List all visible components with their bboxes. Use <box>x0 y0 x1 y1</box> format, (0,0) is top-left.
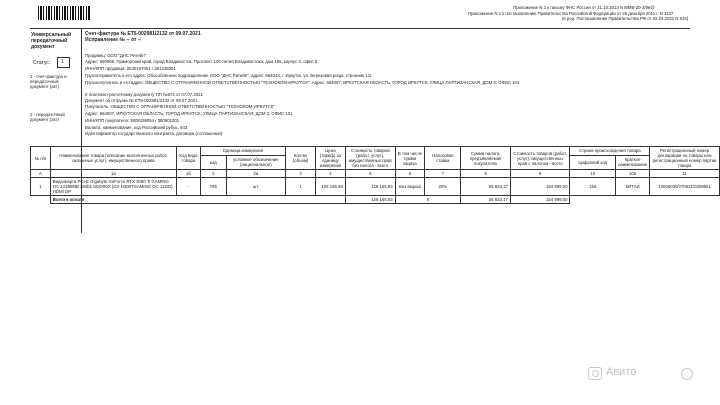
shipper: Грузоотправитель и его адрес: Обособленное подразделение ООО "ДНС Ритейл", адрес: 664043, г. Иркутск, ул. Березовая роща, строение 1/2 <box>85 73 372 78</box>
status-value: 1 <box>61 59 64 65</box>
row-customs: 10005030/270621/0309661 <box>650 178 720 196</box>
col-num: 10а <box>616 170 650 178</box>
currency: Валюта: наименование, код Российский рубль, 643 <box>85 125 188 130</box>
th-customs: Регистрационный номер декларации на товары или регистрационный номер партии товара <box>650 147 720 170</box>
status-label: Статус: <box>33 60 51 66</box>
row-tax-rate: 20% <box>425 178 461 196</box>
camera-icon <box>588 367 602 380</box>
contract-id: Идентификатор государственного контракта, договора (соглашения): <box>85 131 224 136</box>
header-note-1: Приложение N 1 к письму ФНС России от 21.10.2013 N ММВ-20-3/96@ <box>513 5 655 10</box>
th-name: Наименование товара (описание выполненных работ, оказанных услуг), имущественного права <box>50 147 176 170</box>
top-rule <box>30 28 690 29</box>
col-num: 4 <box>315 170 345 178</box>
header-note-2: Приложение N 1 к постановлению Правительства Российской Федерации от 26 декабря 2011 г. N 1137 <box>468 11 674 16</box>
col-num: А <box>31 170 51 178</box>
invoice-title: Счет-фактура № ЕТ5-002981/2132 от 09.07.2021 <box>85 31 201 37</box>
row-unit-name: шт. <box>226 178 286 196</box>
col-num: 3 <box>286 170 316 178</box>
row-price: 129 165,83 <box>315 178 345 196</box>
status-note-2: 2 - передаточный документ (акт) <box>30 112 65 122</box>
th-num: № п/п <box>31 147 51 170</box>
th-qty: Кол-во (объем) <box>286 147 316 170</box>
circle-icon <box>681 368 693 380</box>
correction-line: Исправление № -- от -- <box>85 37 142 43</box>
col-num: 8 <box>461 170 511 178</box>
th-price: Цена (тариф) за единицу измерения <box>315 147 345 170</box>
col-num: 10 <box>570 170 616 178</box>
buyer-address: Адрес: 664007, ИРКУТСКАЯ ОБЛАСТЬ, ГОРОД ИРКУТСК, УЛИЦА ПАРТИЗАНСКАЯ, ДОМ 3, ОФИС 101 <box>85 111 293 116</box>
row-qty: 1 <box>286 178 316 196</box>
th-unit-code: код <box>200 155 226 169</box>
seller-address: Адрес: 690068, Приморский край, город Владивосток, Проспект 100-летия Владивостока, дом 155, корпус 3, офис 5 <box>85 59 318 64</box>
row-cost-no-tax: 129 165,83 <box>345 178 395 196</box>
status-box <box>57 57 70 68</box>
shipment-doc: Документ об отгрузке № ЕТ5-002981/2132 от 09.07.2021 <box>85 98 198 103</box>
status-note-1: 1 - счет-фактура и передаточный документ (акт) <box>30 74 67 89</box>
row-unit-code: 796 <box>200 178 226 196</box>
col-num: 5 <box>345 170 395 178</box>
th-tax-rate: Налоговая ставка <box>425 147 461 170</box>
th-country-group: Страна происхождения товара <box>570 147 650 156</box>
col-num: 2а <box>226 170 286 178</box>
seller-inn: ИНН/КПП продавца: 2540167061 / 381245001 <box>85 66 176 71</box>
total-tax-sum: 25 833,17 <box>461 196 511 204</box>
col-num: 11 <box>650 170 720 178</box>
row-name: Видеокарта PCI-E Gigabyte GeForce RTX 3080 Ti GAMING OC 12288MB 384bit GDDR6X [GV-N308TGAMING OC-12GD] HDMI DP <box>50 178 176 196</box>
row-country-code: 156 <box>570 178 616 196</box>
col-num: 7 <box>425 170 461 178</box>
th-cost-with-tax: Стоимость товаров (работ, услуг), имущественных прав с налогом - всего <box>510 147 570 170</box>
total-row <box>31 196 720 204</box>
header-note-3: (в ред. Постановления Правительства РФ от 02.04.2021 N 534) <box>562 16 689 21</box>
buyer-inn: ИНН/КПП покупателя: 3808199054 / 380801001 <box>85 118 180 123</box>
row-num: 1 <box>31 178 51 196</box>
header-row-1 <box>31 147 720 156</box>
total-cost-with-tax: 154 999,00 <box>510 196 570 204</box>
row-cost-with-tax: 154 999,00 <box>510 178 570 196</box>
col-num: 1б <box>177 170 201 178</box>
th-type-code: Код вида товара <box>177 147 201 170</box>
col-num: 1а <box>50 170 176 178</box>
total-label: Всего к оплате <box>50 196 345 204</box>
th-unit-name: условное обозначение (национальное) <box>226 155 286 169</box>
watermark-text: Авито <box>606 366 637 378</box>
th-cost-no-tax: Стоимость товаров (работ, услуг), имущественных прав без налога - всего <box>345 147 395 170</box>
row-type-code: - <box>177 178 201 196</box>
col-num: 2 <box>200 170 226 178</box>
th-tax-sum: Сумма налога, предъявляемая покупателю <box>461 147 511 170</box>
total-cost-no-tax: 129 165,83 <box>345 196 395 204</box>
seller: Продавец: ООО "ДНС Ритейл" <box>85 53 147 58</box>
th-unit-group: Единица измерения <box>200 147 285 156</box>
doc-type-label: Универсальный передаточный документ <box>31 32 72 50</box>
column-number-row <box>31 170 720 178</box>
th-excise: В том числе сумма акциза <box>395 147 425 170</box>
col-num: 6 <box>395 170 425 178</box>
row-tax-sum: 25 833,17 <box>461 178 511 196</box>
row-country-name: КИТАЙ <box>616 178 650 196</box>
payment-doc: К платежно-расчетному документу ПП №872 от 07.07.2021 <box>85 92 203 97</box>
goods-table <box>30 146 720 204</box>
col-num: 9 <box>510 170 570 178</box>
consignee: Грузополучатель и его адрес: ОБЩЕСТВО С ОГРАНИЧЕННОЙ ОТВЕТСТВЕННОСТЬЮ "ТЕХНОКОМ-ИРКУТСК", Адрес: 664007, ИРКУТСКАЯ ОБЛАСТЬ, ГОРОД ИРКУТСК, УЛИЦА ПАРТИЗАНСКАЯ, ДОМ 3, ОФИС 101 <box>85 80 520 85</box>
table-row <box>31 178 720 196</box>
barcode-image <box>38 6 90 20</box>
buyer: Покупатель: ОБЩЕСТВО С ОГРАНИЧЕННОЙ ОТВЕТСТВЕННОСТЬЮ "ТЕХНОКОМ-ИРКУТСК" <box>85 104 275 109</box>
total-excise: X <box>395 196 461 204</box>
row-excise: Без акциза <box>395 178 425 196</box>
th-country-name: Краткое наименование <box>616 155 650 169</box>
th-country-code: Цифровой код <box>570 155 616 169</box>
